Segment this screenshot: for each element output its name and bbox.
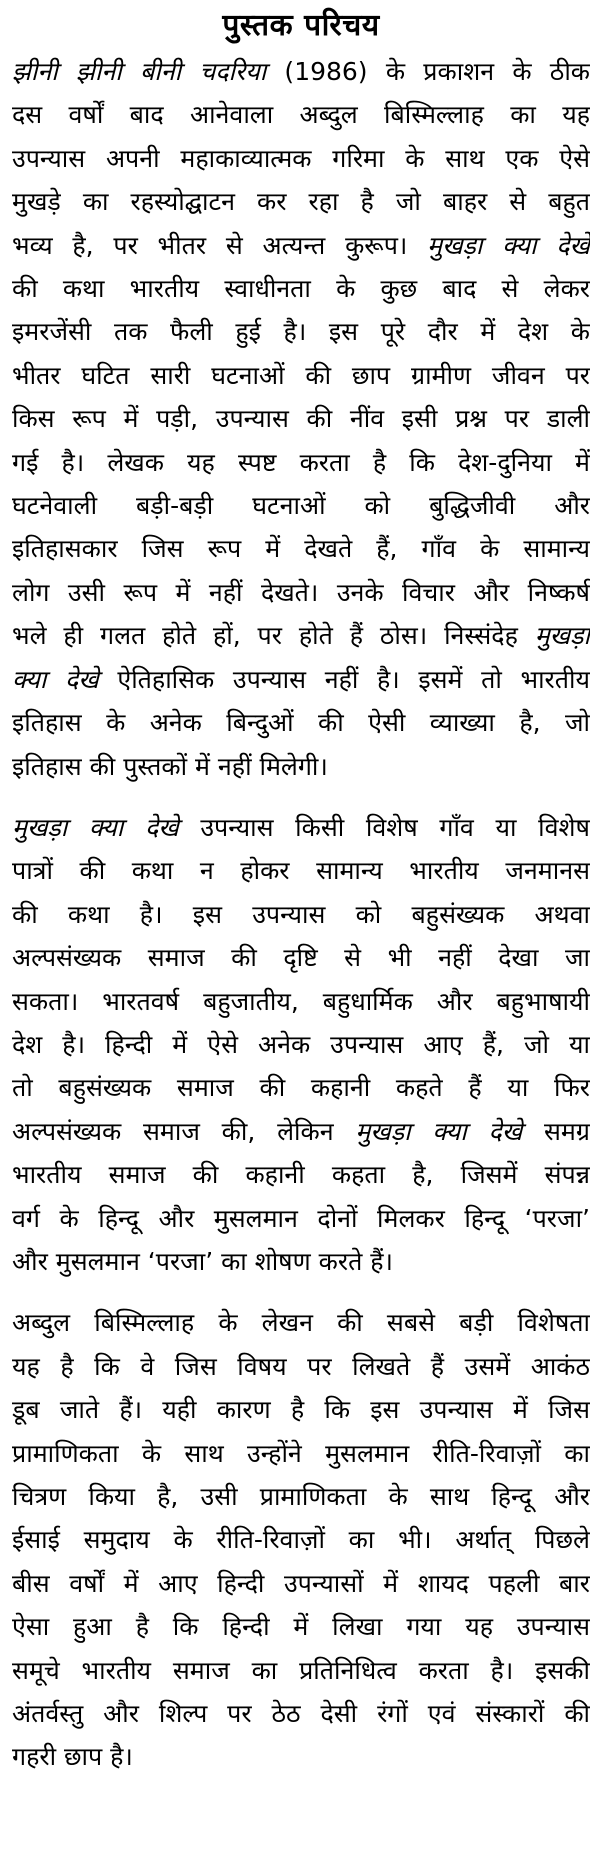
text-segment: दस वर्षों बाद आनेवाला अब्दुल बिस्मिल्लाह का यह bbox=[12, 100, 590, 130]
text-segment: वर्ग के हिन्दू और मुसलमान दोनों मिलकर हिन्दू ‘परजा’ bbox=[12, 1203, 590, 1233]
text-line bbox=[12, 1475, 590, 1518]
text-line bbox=[12, 614, 590, 657]
text-segment: गहरी छाप है। bbox=[12, 1742, 133, 1772]
text-line bbox=[12, 441, 590, 484]
text-line bbox=[12, 1023, 590, 1066]
text-line bbox=[12, 936, 590, 979]
text-segment: समग्र bbox=[522, 1116, 590, 1146]
text-line bbox=[12, 1240, 590, 1283]
text-segment: अल्पसंख्यक समाज की दृष्टि से भी नहीं देखा जा bbox=[12, 943, 590, 973]
text-segment: सकता। भारतवर्ष बहुजातीय, बहुधार्मिक और बहुभाषायी bbox=[12, 986, 590, 1016]
page-title: पुस्तक परिचय bbox=[222, 8, 380, 43]
text-line bbox=[12, 527, 590, 570]
text-line bbox=[12, 354, 590, 397]
text-segment: ऐसा हुआ है कि हिन्दी में लिखा गया यह उपन्यास bbox=[12, 1612, 590, 1642]
text-segment: भले ही गलत होते हों, पर होते हैं ठोस। निस्संदेह bbox=[12, 621, 535, 651]
italic-title-text: मुखड़ा क्या देखे bbox=[355, 1116, 523, 1146]
text-line bbox=[12, 1649, 590, 1692]
paragraph-2 bbox=[12, 806, 590, 1283]
text-line bbox=[12, 806, 590, 849]
text-line bbox=[12, 745, 590, 788]
body-text bbox=[12, 50, 590, 1779]
text-segment: भव्य है, पर भीतर से अत्यन्त कुरूप। bbox=[12, 230, 428, 260]
text-segment: इतिहास की पुस्तकों में नहीं मिलेगी। bbox=[12, 751, 328, 781]
text-line bbox=[12, 1605, 590, 1648]
text-segment: उपन्यास अपनी महाकाव्यात्मक गरिमा के साथ एक ऐसे bbox=[12, 143, 590, 173]
text-line bbox=[12, 484, 590, 527]
text-line bbox=[12, 137, 590, 180]
italic-title-text: मुखड़ा क्या देखे bbox=[12, 812, 179, 842]
text-line bbox=[12, 980, 590, 1023]
text-line bbox=[12, 1735, 590, 1778]
text-segment: भीतर घटित सारी घटनाओं की छाप ग्रामीण जीवन पर bbox=[12, 360, 590, 390]
text-segment: (1986) के प्रकाशन के ठीक bbox=[266, 57, 590, 86]
text-segment: अब्दुल बिस्मिल्लाह के लेखन की सबसे बड़ी विशेषता bbox=[12, 1308, 590, 1338]
text-line bbox=[12, 1110, 590, 1153]
text-segment: यह है कि वे जिस विषय पर लिखते हैं उसमें आकंठ bbox=[12, 1351, 590, 1381]
text-segment: डूब जाते हैं। यही कारण है कि इस उपन्यास में जिस bbox=[12, 1395, 590, 1425]
text-segment: अंतर्वस्तु और शिल्प पर ठेठ देसी रंगों एवं संस्कारों की bbox=[12, 1699, 590, 1729]
text-segment: बीस वर्षों में आए हिन्दी उपन्यासों में शायद पहली बार bbox=[12, 1568, 590, 1598]
text-segment: गई है। लेखक यह स्पष्ट करता है कि देश-दुनिया में bbox=[12, 447, 590, 477]
text-line bbox=[12, 397, 590, 440]
text-segment: की कथा है। इस उपन्यास को बहुसंख्यक अथवा bbox=[12, 899, 590, 929]
paragraph-3 bbox=[12, 1301, 590, 1778]
text-segment: भारतीय समाज की कहानी कहता है, जिसमें संपन्न bbox=[12, 1160, 590, 1190]
text-line bbox=[12, 1692, 590, 1735]
text-line bbox=[12, 224, 590, 267]
text-segment: तो बहुसंख्यक समाज की कहानी कहते हैं या फिर bbox=[12, 1073, 590, 1103]
text-line bbox=[12, 849, 590, 892]
italic-title-text: क्या देखे bbox=[12, 664, 99, 694]
italic-title-text: मुखड़ा क्या देखे bbox=[427, 230, 590, 260]
text-line bbox=[12, 310, 590, 353]
text-line bbox=[12, 1197, 590, 1240]
text-line bbox=[12, 701, 590, 744]
text-line bbox=[12, 1518, 590, 1561]
text-segment: उपन्यास किसी विशेष गाँव या विशेष bbox=[178, 812, 590, 842]
text-segment: प्रामाणिकता के साथ उन्होंने मुसलमान रीति-रिवाज़ों का bbox=[12, 1438, 590, 1468]
text-segment: पात्रों की कथा न होकर सामान्य भारतीय जनमानस bbox=[12, 856, 590, 886]
text-segment: की कथा भारतीय स्वाधीनता के कुछ बाद से लेकर bbox=[12, 274, 590, 304]
text-segment: इमरजेंसी तक फैली हुई है। इस पूरे दौर में देश के bbox=[12, 317, 590, 347]
text-line bbox=[12, 93, 590, 136]
text-line bbox=[12, 893, 590, 936]
text-segment: और मुसलमान ‘परजा’ का शोषण करते हैं। bbox=[12, 1246, 394, 1276]
text-line bbox=[12, 658, 590, 701]
text-line bbox=[12, 267, 590, 310]
paragraph-1 bbox=[12, 50, 590, 788]
text-segment: किस रूप में पड़ी, उपन्यास की नींव इसी प्रश्न पर डाली bbox=[12, 404, 590, 434]
text-line bbox=[12, 1432, 590, 1475]
italic-title-text: मुखड़ा bbox=[534, 621, 590, 651]
text-segment: ऐतिहासिक उपन्यास नहीं है। इसमें तो भारतीय bbox=[98, 664, 590, 694]
text-segment: घटनेवाली बड़ी-बड़ी घटनाओं को बुद्धिजीवी और bbox=[12, 491, 590, 521]
text-segment: इतिहासकार जिस रूप में देखते हैं, गाँव के सामान्य bbox=[12, 534, 590, 564]
text-segment: देश है। हिन्दी में ऐसे अनेक उपन्यास आए हैं, जो या bbox=[12, 1029, 590, 1059]
italic-title-text: झीनी झीनी बीनी चदरिया bbox=[12, 57, 267, 86]
text-line bbox=[12, 1153, 590, 1196]
text-segment: लोग उसी रूप में नहीं देखते। उनके विचार और निष्कर्ष bbox=[12, 577, 590, 607]
text-segment: अल्पसंख्यक समाज की, लेकिन bbox=[12, 1116, 356, 1146]
text-line bbox=[12, 571, 590, 614]
text-segment: मुखड़े का रहस्योद्घाटन कर रहा है जो बाहर से बहुत bbox=[12, 187, 590, 217]
text-segment: चित्रण किया है, उसी प्रामाणिकता के साथ हिन्दू और bbox=[12, 1482, 590, 1511]
text-line bbox=[12, 50, 590, 93]
text-line bbox=[12, 1066, 590, 1109]
text-line bbox=[12, 1388, 590, 1431]
text-line bbox=[12, 1345, 590, 1388]
text-segment: समूचे भारतीय समाज का प्रतिनिधित्व करता है। इसकी bbox=[12, 1655, 590, 1685]
text-segment: ईसाई समुदाय के रीति-रिवाज़ों का भी। अर्थात् पिछले bbox=[12, 1525, 590, 1555]
text-line bbox=[12, 1562, 590, 1605]
text-segment: इतिहास के अनेक बिन्दुओं की ऐसी व्याख्या है, जो bbox=[12, 708, 590, 738]
text-line bbox=[12, 180, 590, 223]
text-line bbox=[12, 1301, 590, 1344]
